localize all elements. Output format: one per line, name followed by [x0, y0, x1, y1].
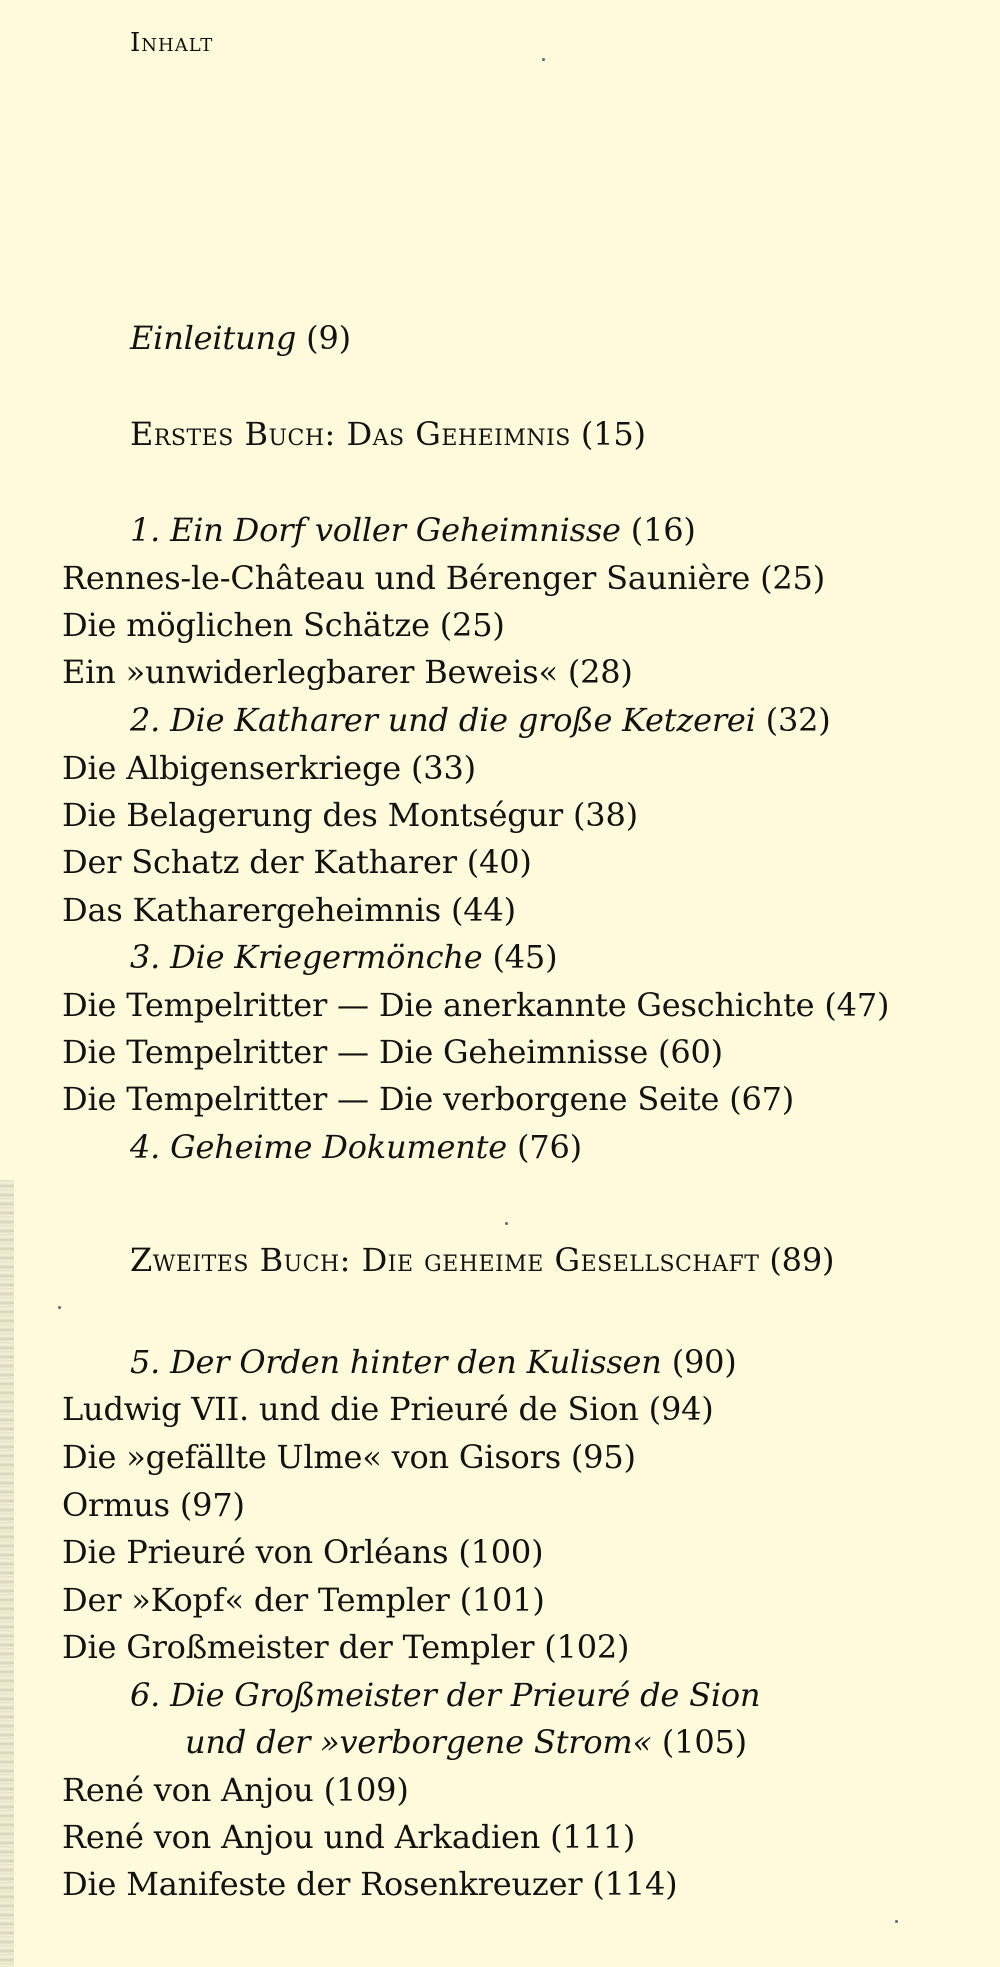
chapter-title: 5. Der Orden hinter den Kulissen	[130, 1343, 662, 1381]
toc-section: Rennes-le-Château und Bérenger Saunière (25)	[62, 559, 825, 597]
toc-book-1	[130, 414, 646, 454]
toc-chapter-5	[130, 1342, 737, 1382]
chapter-title: 1. Ein Dorf voller Geheimnisse	[130, 511, 621, 549]
print-speck	[895, 1920, 898, 1923]
chapter-page: (90)	[671, 1343, 737, 1381]
toc-section: Ein »unwiderlegbarer Beweis« (28)	[62, 653, 633, 691]
page-header: Inhalt	[130, 28, 214, 58]
toc-chapter-3	[130, 937, 557, 977]
toc-section: Ormus (97)	[62, 1486, 245, 1524]
toc-chapter-6-continued	[185, 1722, 747, 1762]
toc-section: Die möglichen Schätze (25)	[62, 606, 505, 644]
page-edge-shadow	[0, 1180, 14, 1967]
print-speck	[505, 1222, 508, 1225]
print-speck	[58, 1306, 61, 1309]
chapter-title: 2. Die Katharer und die große Ketzerei	[130, 701, 756, 739]
toc-section: Das Katharergeheimnis (44)	[62, 891, 516, 929]
entry-title: Einleitung	[130, 319, 297, 357]
toc-section: Die Tempelritter — Die anerkannte Geschichte (47)	[62, 986, 890, 1024]
toc-chapter-4	[130, 1127, 582, 1167]
toc-section: Die »gefällte Ulme« von Gisors (95)	[62, 1438, 636, 1476]
toc-section: Die Manifeste der Rosenkreuzer (114)	[62, 1865, 678, 1903]
chapter-page: (45)	[492, 938, 558, 976]
toc-chapter-1	[130, 510, 696, 550]
chapter-page: (76)	[517, 1128, 582, 1166]
toc-entry-einleitung	[130, 318, 351, 358]
print-speck	[542, 58, 545, 61]
toc-section: Der »Kopf« der Templer (101)	[62, 1581, 545, 1619]
toc-section: Die Albigenserkriege (33)	[62, 749, 476, 787]
toc-section: Der Schatz der Katharer (40)	[62, 843, 532, 881]
toc-section: Die Tempelritter — Die verborgene Seite (67)	[62, 1080, 795, 1118]
book-title: Erstes Buch: Das Geheimnis	[130, 415, 571, 453]
book-title: Zweites Buch: Die geheime Gesellschaft	[130, 1241, 760, 1279]
toc-section: René von Anjou (109)	[62, 1771, 409, 1809]
toc-section: René von Anjou und Arkadien (111)	[62, 1818, 636, 1856]
toc-section: Die Großmeister der Templer (102)	[62, 1628, 630, 1666]
toc-section: Ludwig VII. und die Prieuré de Sion (94)	[62, 1390, 714, 1428]
book-page: (89)	[769, 1241, 835, 1279]
toc-section: Die Belagerung des Montségur (38)	[62, 796, 638, 834]
chapter-title-continued: und der »verborgene Strom«	[185, 1723, 652, 1761]
entry-page: (9)	[306, 319, 351, 357]
chapter-page: (16)	[630, 511, 696, 549]
toc-section: Die Tempelritter — Die Geheimnisse (60)	[62, 1033, 723, 1071]
toc-book-2	[130, 1240, 834, 1280]
toc-section: Die Prieuré von Orléans (100)	[62, 1533, 544, 1571]
chapter-page: (105)	[661, 1723, 747, 1761]
chapter-title: 6. Die Großmeister der Prieuré de Sion	[130, 1676, 761, 1714]
chapter-page: (32)	[765, 701, 831, 739]
chapter-title: 4. Geheime Dokumente	[130, 1128, 508, 1166]
book-page: (15)	[580, 415, 646, 453]
toc-chapter-2	[130, 700, 831, 740]
chapter-title: 3. Die Kriegermönche	[130, 938, 483, 976]
toc-chapter-6	[130, 1675, 760, 1715]
